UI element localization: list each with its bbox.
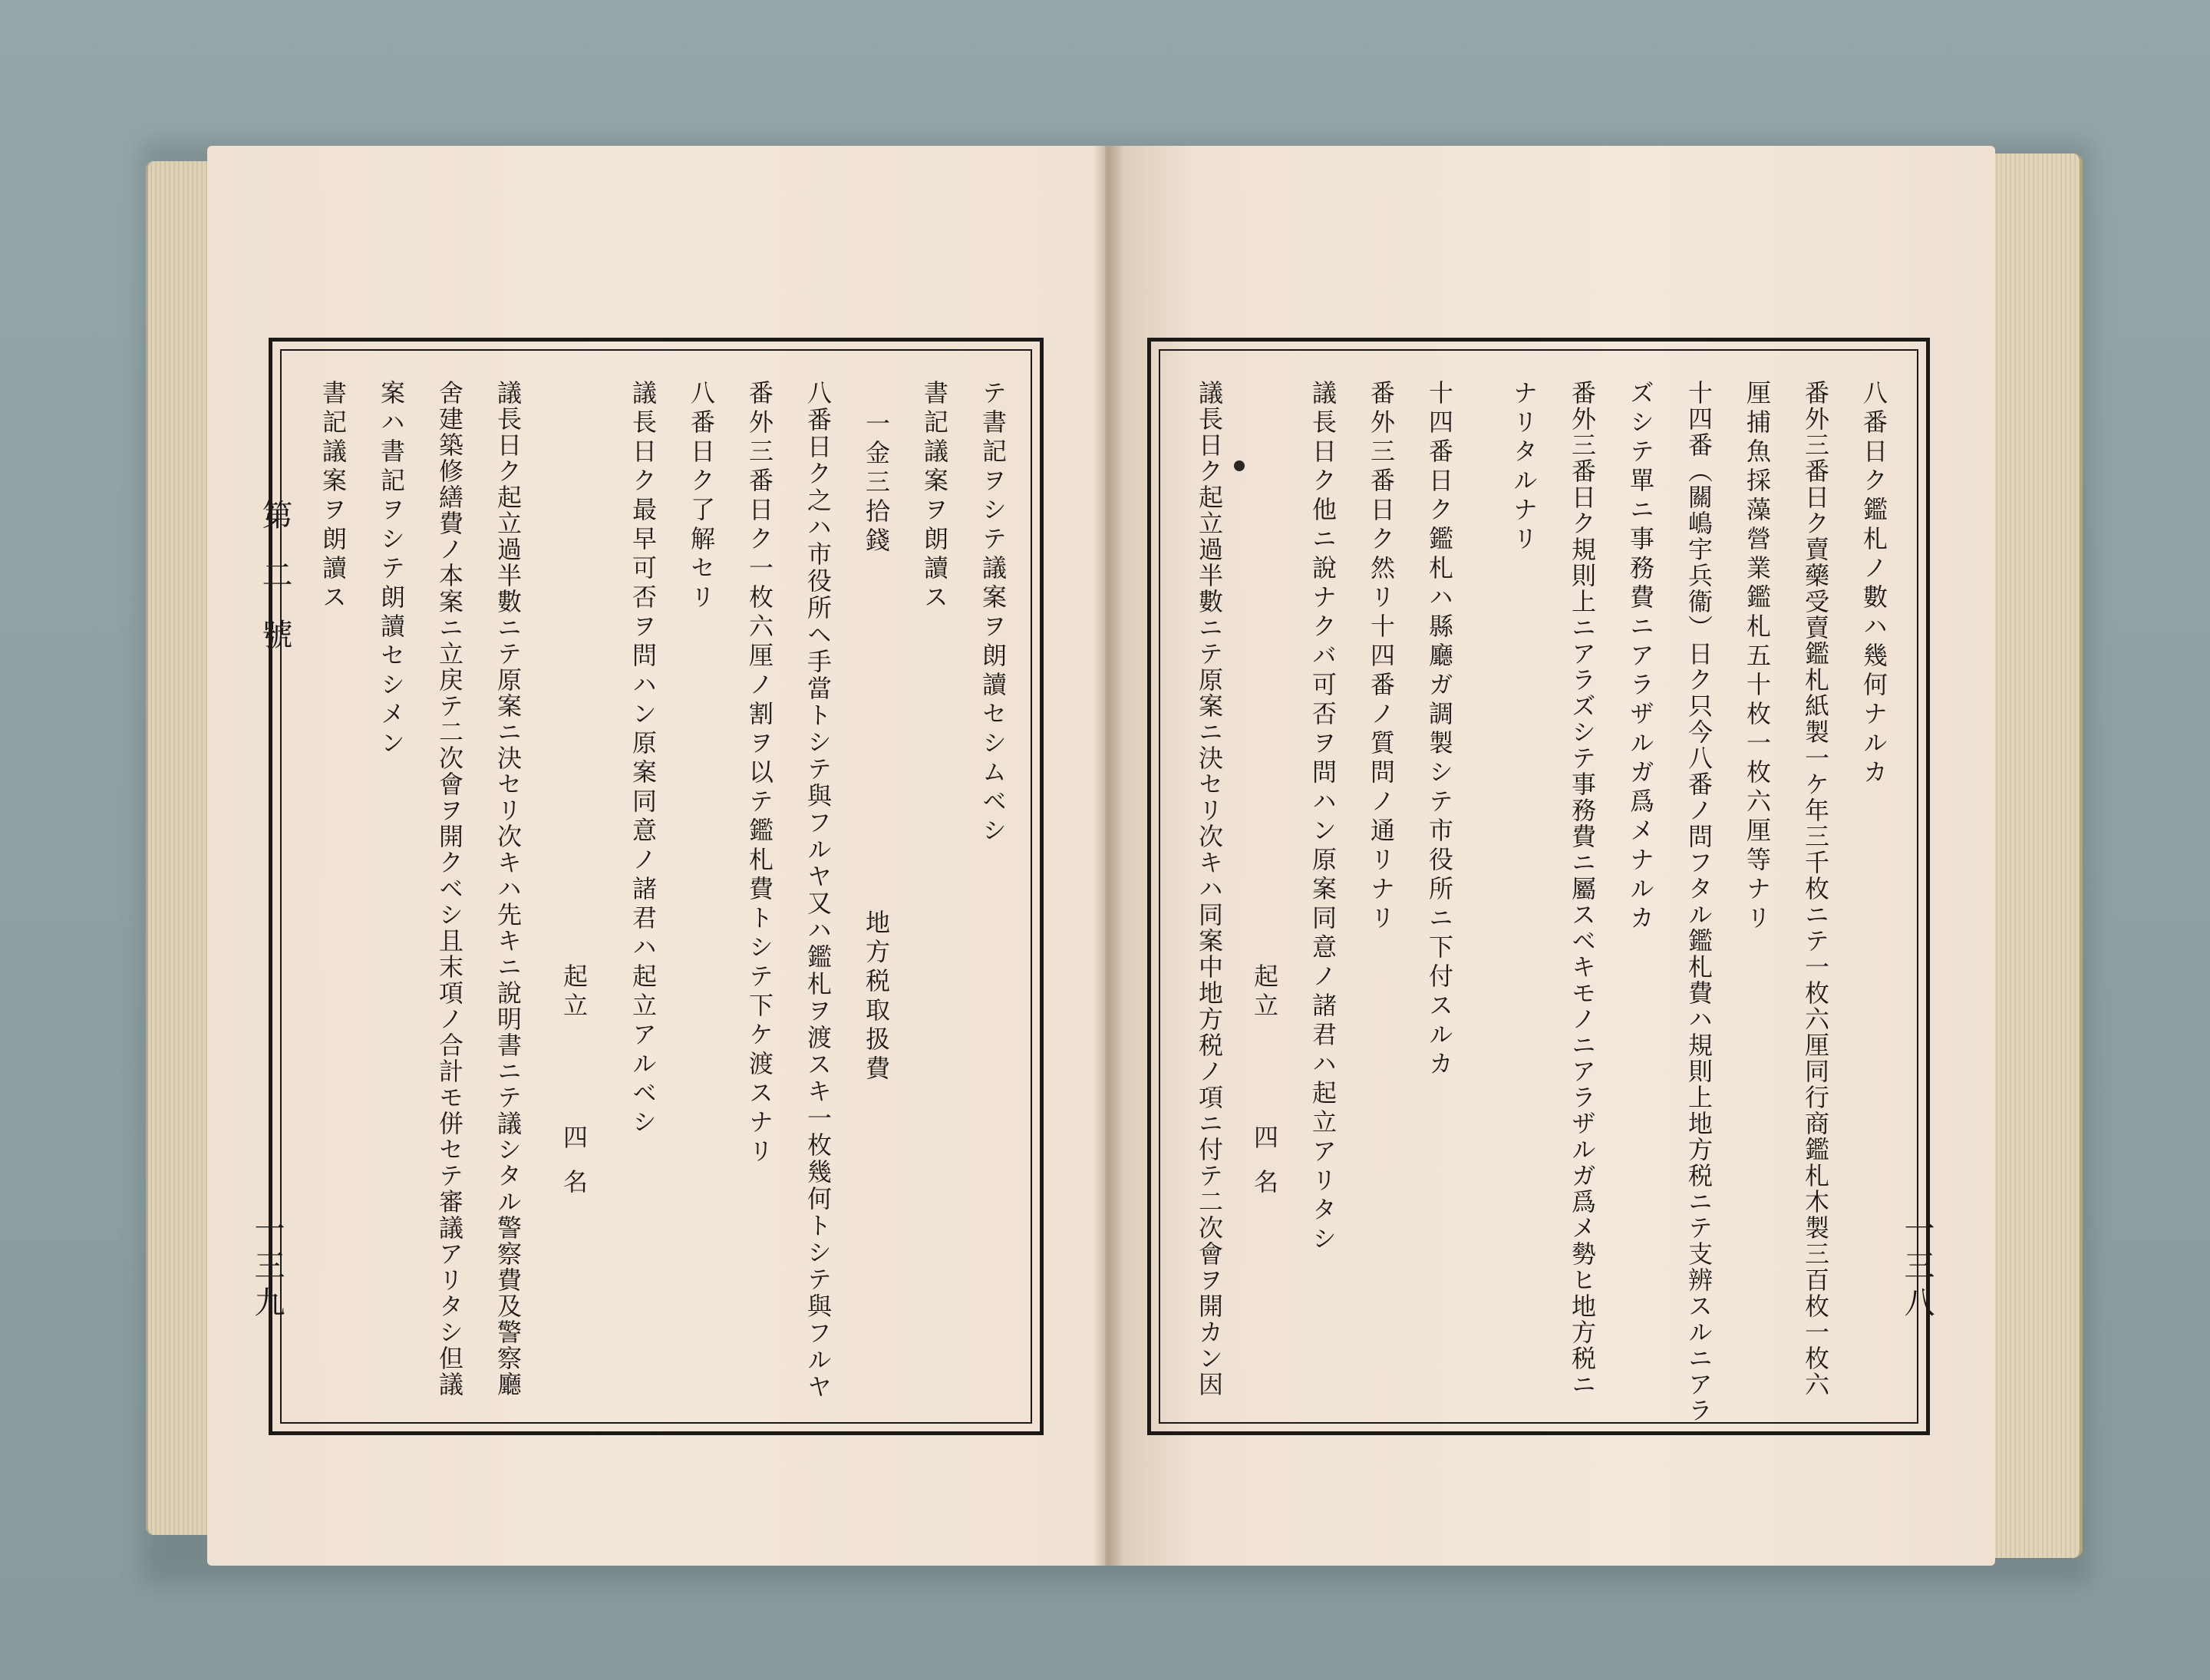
- issue-number-label: 第二號: [257, 499, 292, 678]
- standing-label: 起立: [1250, 963, 1279, 1022]
- text-column: 議長日ク最早可否ヲ問ハン原案同意ノ諸君ハ起立アルベシ: [628, 380, 658, 1138]
- text-column: 一金三拾錢: [862, 411, 891, 556]
- count-label: 四名: [559, 1124, 589, 1213]
- text-column: 案ハ書記ヲシテ朗讀セシメン: [377, 380, 406, 759]
- standing-label: 起立: [559, 963, 589, 1022]
- text-column: 十四番日ク鑑札ハ縣廳ガ調製シテ市役所ニ下付スルカ: [1425, 380, 1454, 1080]
- right-page-folio: 一三八: [1899, 1213, 1935, 1323]
- text-column: ズシテ單ニ事務費ニアラザルガ爲メナルカ: [1626, 380, 1655, 934]
- text-column: 八番日ク了解セリ: [687, 380, 716, 613]
- book-gutter: [1093, 146, 1124, 1566]
- text-column: 議長日ク他ニ說ナクバ可否ヲ問ハン原案同意ノ諸君ハ起立アリタシ: [1308, 380, 1338, 1255]
- text-column: 番外三番日ク一枚六厘ノ割ヲ以テ鑑札費トシテ下ケ渡スナリ: [745, 380, 774, 1167]
- text-column: 番外三番日ク規則上ニアラズシテ事務費ニ屬スベキモノニアラザルガ爲メ勢ヒ地方税ニ: [1568, 380, 1597, 1398]
- text-column: 八番日ク鑑札ノ數ハ幾何ナルカ: [1859, 380, 1888, 788]
- text-column: 書記議案ヲ朗讀ス: [920, 380, 949, 613]
- item-label: 地方税取扱費: [862, 909, 891, 1084]
- count-label: 四名: [1250, 1124, 1279, 1213]
- text-column: 議長日ク起立過半數ニテ原案ニ決セリ次キハ同案中地方税ノ項ニ付テ二次會ヲ開カン因: [1195, 380, 1224, 1398]
- left-page-folio: 一三九: [249, 1213, 285, 1323]
- text-column: 厘捕魚採藻營業鑑札五十枚一枚六厘等ナリ: [1743, 380, 1772, 934]
- text-column: 書記議案ヲ朗讀ス: [318, 380, 348, 613]
- text-column: 議長日ク起立過半數ニテ原案ニ決セリ次キハ先キニ說明書ニテ議シタル警察費及警察廳: [493, 380, 523, 1398]
- text-column: 八番日ク之ハ市役所ヘ手當トシテ與フルヤ又ハ鑑札ヲ渡スキ一枚幾何トシテ與フルヤ: [803, 380, 833, 1401]
- text-column: 番外三番日ク然リ十四番ノ質問ノ通リナリ: [1367, 380, 1396, 934]
- text-column: ナリタルナリ: [1509, 380, 1539, 555]
- text-column: 番外三番日ク賣藥受賣鑑札紙製一ケ年三千枚ニテ一枚六厘同行商鑑札木製三百枚一枚六: [1801, 380, 1830, 1398]
- page-edges-right: [1980, 153, 2083, 1558]
- text-column: テ書記ヲシテ議案ヲ朗讀セシムベシ: [978, 380, 1008, 847]
- text-column: 十四番（關嶋宇兵衞）日ク只今八番ノ問フタル鑑札費ハ規則上地方税ニテ支辨スルニアラ: [1684, 380, 1714, 1424]
- text-column: 舍建築修繕費ノ本案ニ立戻テ二次會ヲ開クベシ且末項ノ合計モ併セテ審議アリタシ但議: [435, 380, 464, 1398]
